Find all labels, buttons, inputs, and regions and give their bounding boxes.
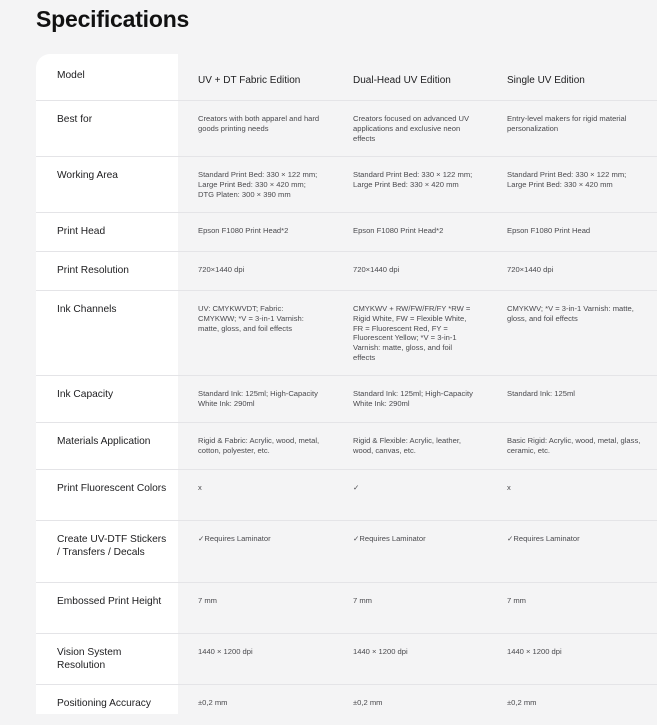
table-cell: Basic Rigid: Acrylic, wood, metal, glass, ceramic, etc. xyxy=(507,436,641,455)
table-cell: CMYKWV; *V = 3-in-1 Varnish: matte, gloss, and foil effects xyxy=(507,304,634,323)
row-label: Ink Capacity xyxy=(57,389,114,400)
row-label: Vision System Resolution xyxy=(57,647,122,671)
table-row xyxy=(36,101,657,157)
table-cell: 1440 × 1200 dpi xyxy=(353,647,408,656)
column-header: Single UV Edition xyxy=(507,75,585,86)
table-cell: Creators focused on advanced UV applications and exclusive neon effects xyxy=(353,114,470,143)
table-header-row xyxy=(36,54,657,101)
row-label: Print Fluorescent Colors xyxy=(57,483,167,494)
table-row xyxy=(36,685,657,725)
row-label: Working Area xyxy=(57,170,118,181)
table-cell: ±0,2 mm xyxy=(198,698,228,707)
page-title: Specifications xyxy=(36,6,190,32)
table-cell: 720×1440 dpi xyxy=(198,265,245,274)
row-label: Print Resolution xyxy=(57,265,129,276)
table-row xyxy=(36,470,657,521)
table-cell: 7 mm xyxy=(198,596,217,605)
table-cell: ✓Requires Laminator xyxy=(507,534,580,543)
table-cell: Standard Print Bed: 330 × 122 mm; Large Print Bed: 330 × 420 mm xyxy=(353,170,473,189)
table-cell: Standard Ink: 125ml; High-Capacity White Ink: 290ml xyxy=(198,389,318,408)
table-row xyxy=(36,583,657,634)
table-cell: Epson F1080 Print Head*2 xyxy=(198,226,289,235)
row-label: Positioning Accuracy xyxy=(57,698,151,709)
table-row xyxy=(36,252,657,291)
table-cell: Rigid & Flexible: Acrylic, leather, wood, canvas, etc. xyxy=(353,436,462,455)
table-row xyxy=(36,213,657,252)
table-cell: Standard Ink: 125ml xyxy=(507,389,575,398)
row-label: Print Head xyxy=(57,226,106,237)
row-label: Ink Channels xyxy=(57,304,117,315)
table-cell: Entry-level makers for rigid material personalization xyxy=(507,114,627,133)
table-cell: 1440 × 1200 dpi xyxy=(507,647,562,656)
row-label: Best for xyxy=(57,114,93,125)
table-row xyxy=(36,291,657,376)
table-row xyxy=(36,423,657,470)
table-cell: UV: CMYKWVDT; Fabric: CMYKWW; *V = 3-in-1 Varnish: matte, gloss, and foil effects xyxy=(198,304,304,333)
table-cell: Standard Ink: 125ml; High-Capacity White Ink: 290ml xyxy=(353,389,473,408)
row-label: Create UV-DTF Stickers / Transfers / Decals xyxy=(57,534,167,558)
table-cell: Standard Print Bed: 330 × 122 mm; Large Print Bed: 330 × 420 mm xyxy=(507,170,627,189)
table-cell: ±0,2 mm xyxy=(353,698,383,707)
table-cell: ±0,2 mm xyxy=(507,698,537,707)
table-cell: x xyxy=(198,483,202,492)
table-cell: Standard Print Bed: 330 × 122 mm; Large Print Bed: 330 × 420 mm; DTG Platen: 300 × 390 mm xyxy=(198,170,318,199)
table-cell: Rigid & Fabric: Acrylic, wood, metal, cotton, polyester, etc. xyxy=(198,436,320,455)
row-label: Embossed Print Height xyxy=(57,596,162,607)
column-header: Dual-Head UV Edition xyxy=(353,75,451,86)
table-cell: 720×1440 dpi xyxy=(353,265,400,274)
table-cell: ✓ xyxy=(353,483,360,492)
table-row xyxy=(36,634,657,685)
specifications-table xyxy=(36,54,657,725)
table-cell: ✓Requires Laminator xyxy=(198,534,271,543)
table-cell: 720×1440 dpi xyxy=(507,265,554,274)
table-cell: ✓Requires Laminator xyxy=(353,534,426,543)
table-cell: Creators with both apparel and hard goods printing needs xyxy=(198,114,320,133)
table-row xyxy=(36,157,657,213)
table-cell: Epson F1080 Print Head*2 xyxy=(353,226,444,235)
table-cell: 7 mm xyxy=(507,596,526,605)
column-header: UV + DT Fabric Edition xyxy=(198,75,301,86)
table-cell: 1440 × 1200 dpi xyxy=(198,647,253,656)
table-row xyxy=(36,376,657,423)
table-cell: 7 mm xyxy=(353,596,372,605)
row-label: Materials Application xyxy=(57,436,151,447)
header-label: Model xyxy=(57,70,85,81)
table-cell: x xyxy=(507,483,511,492)
table-row xyxy=(36,521,657,583)
table-cell: Epson F1080 Print Head xyxy=(507,226,591,235)
table-cell: CMYKWV + RW/FW/FR/FY *RW = Rigid White, FW = Flexible White, FR = Fluorescent Red, FY = Fluorescent Yellow; *V = 3-in-1 Varnish: matte, gloss, and foil effects xyxy=(353,304,471,362)
